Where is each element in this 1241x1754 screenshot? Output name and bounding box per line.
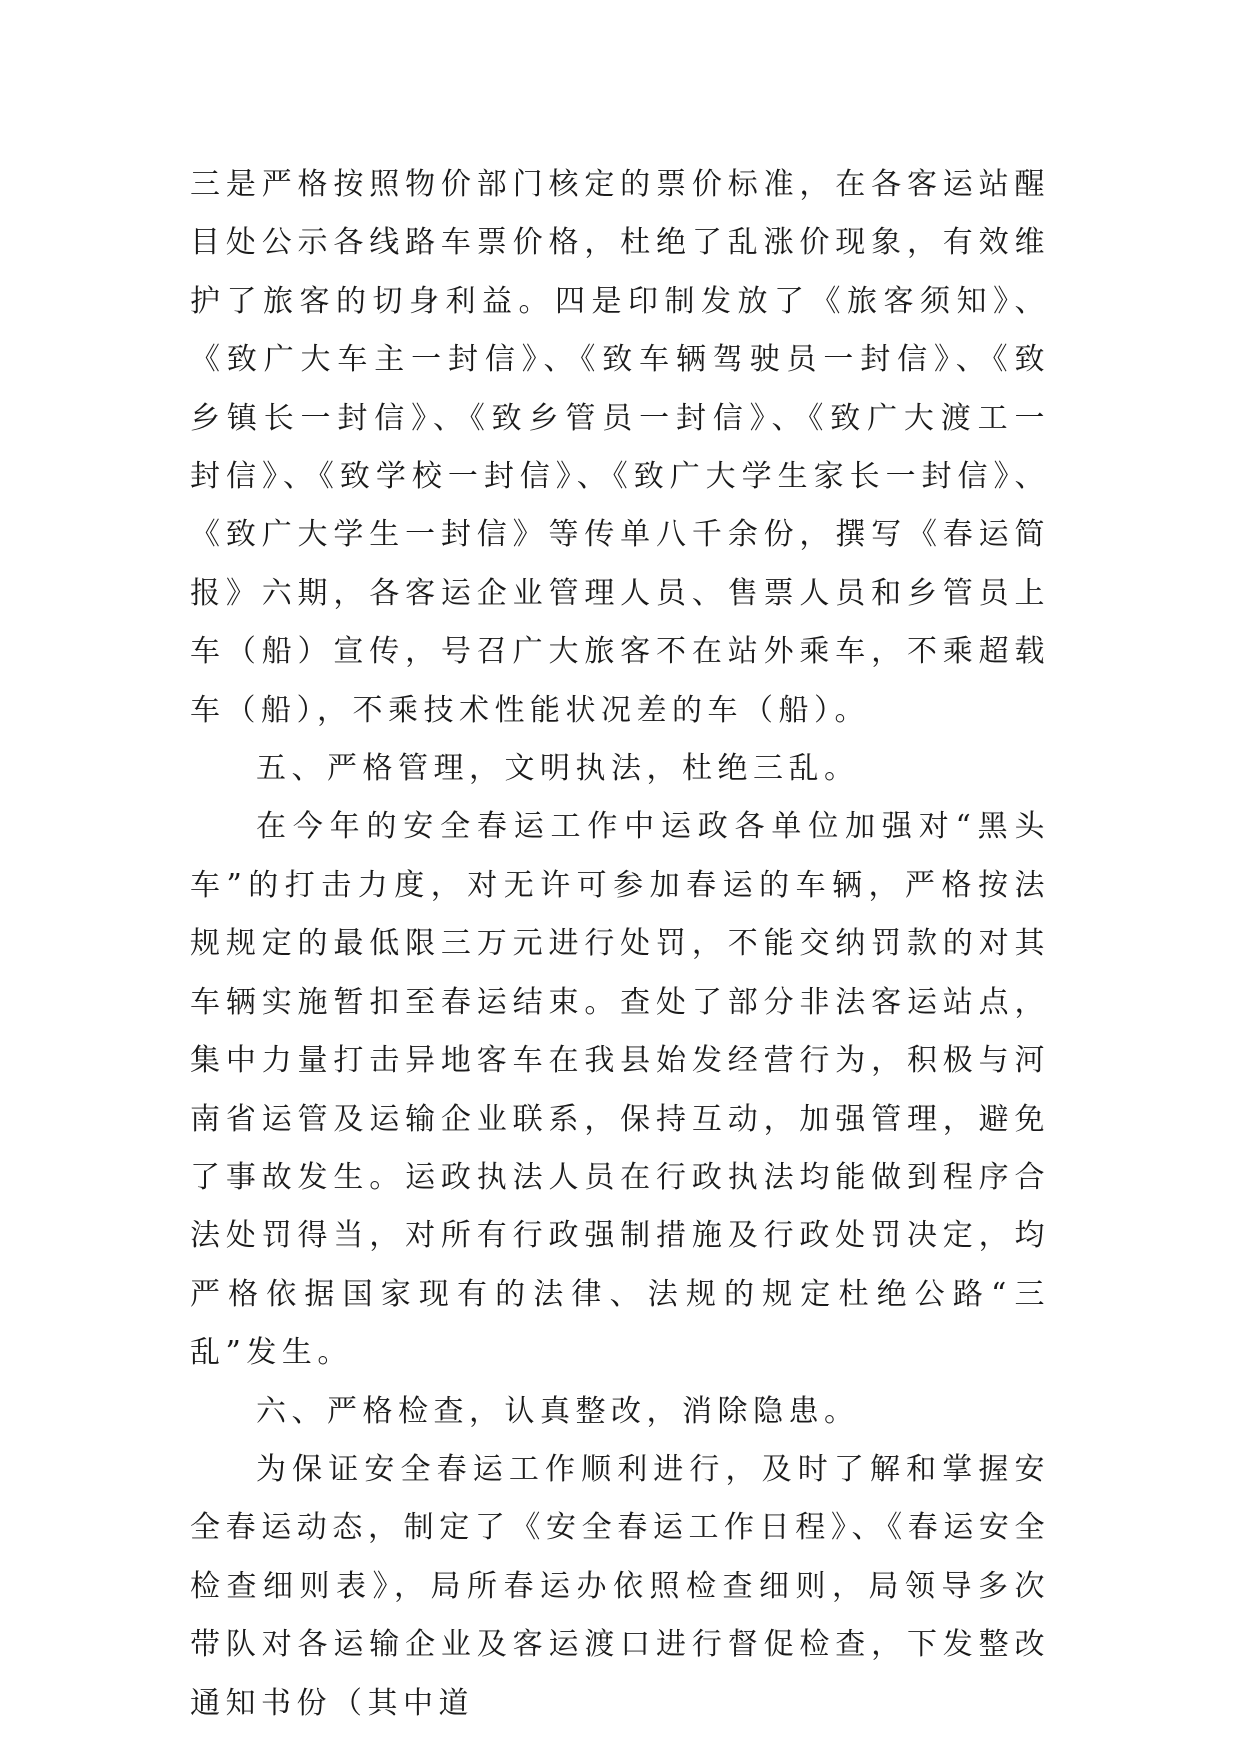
paragraph-inspection: 为保证安全春运工作顺利进行，及时了解和掌握安全春运动态，制定了《安全春运工作日程》、《春运安全检查细则表》，局所春运办依照检查细则，局领导多次带队对各运输企业及客运渡口进行督促检查，下发整改通知书份（其中道 (190, 1451, 1050, 1721)
section-heading-five: 五、严格管理，文明执法，杜绝三乱。 (256, 751, 860, 787)
section-heading-six: 六、严格检查，认真整改，消除隐患。 (256, 1393, 860, 1429)
paragraph-continuation: 三是严格按照物价部门核定的票价标准，在各客运站醒目处公示各线路车票价格，杜绝了乱涨价现象，有效维护了旅客的切身利益。四是印制发放了《旅客须知》、《致广大车主一封信》、《致车辆驾驶员一封信》、《致乡镇长一封信》、《致乡管员一封信》、《致广大渡工一封信》、《致学校一封信》、《致广大学生家长一封信》、《致广大学生一封信》等传单八千余份，撰写《春运简报》六期，各客运企业管理人员、售票人员和乡管员上车（船）宣传，号召广大旅客不在站外乘车，不乘超载车（船），不乘技术性能状况差的车（船）。 (190, 167, 1050, 728)
document-body (190, 156, 1050, 1733)
paragraph-enforcement: 在今年的安全春运工作中运政各单位加强对“黑头车”的打击力度，对无许可参加春运的车辆，严格按法规规定的最低限三万元进行处罚，不能交纳罚款的对其车辆实施暂扣至春运结束。查处了部分非法客运站点，集中力量打击异地客车在我县始发经营行为，积极与河南省运管及运输企业联系，保持互动，加强管理，避免了事故发生。运政执法人员在行政执法均能做到程序合法处罚得当，对所有行政强制措施及行政处罚决定，均严格依据国家现有的法律、法规的规定杜绝公路“三乱”发生。 (190, 809, 1050, 1371)
